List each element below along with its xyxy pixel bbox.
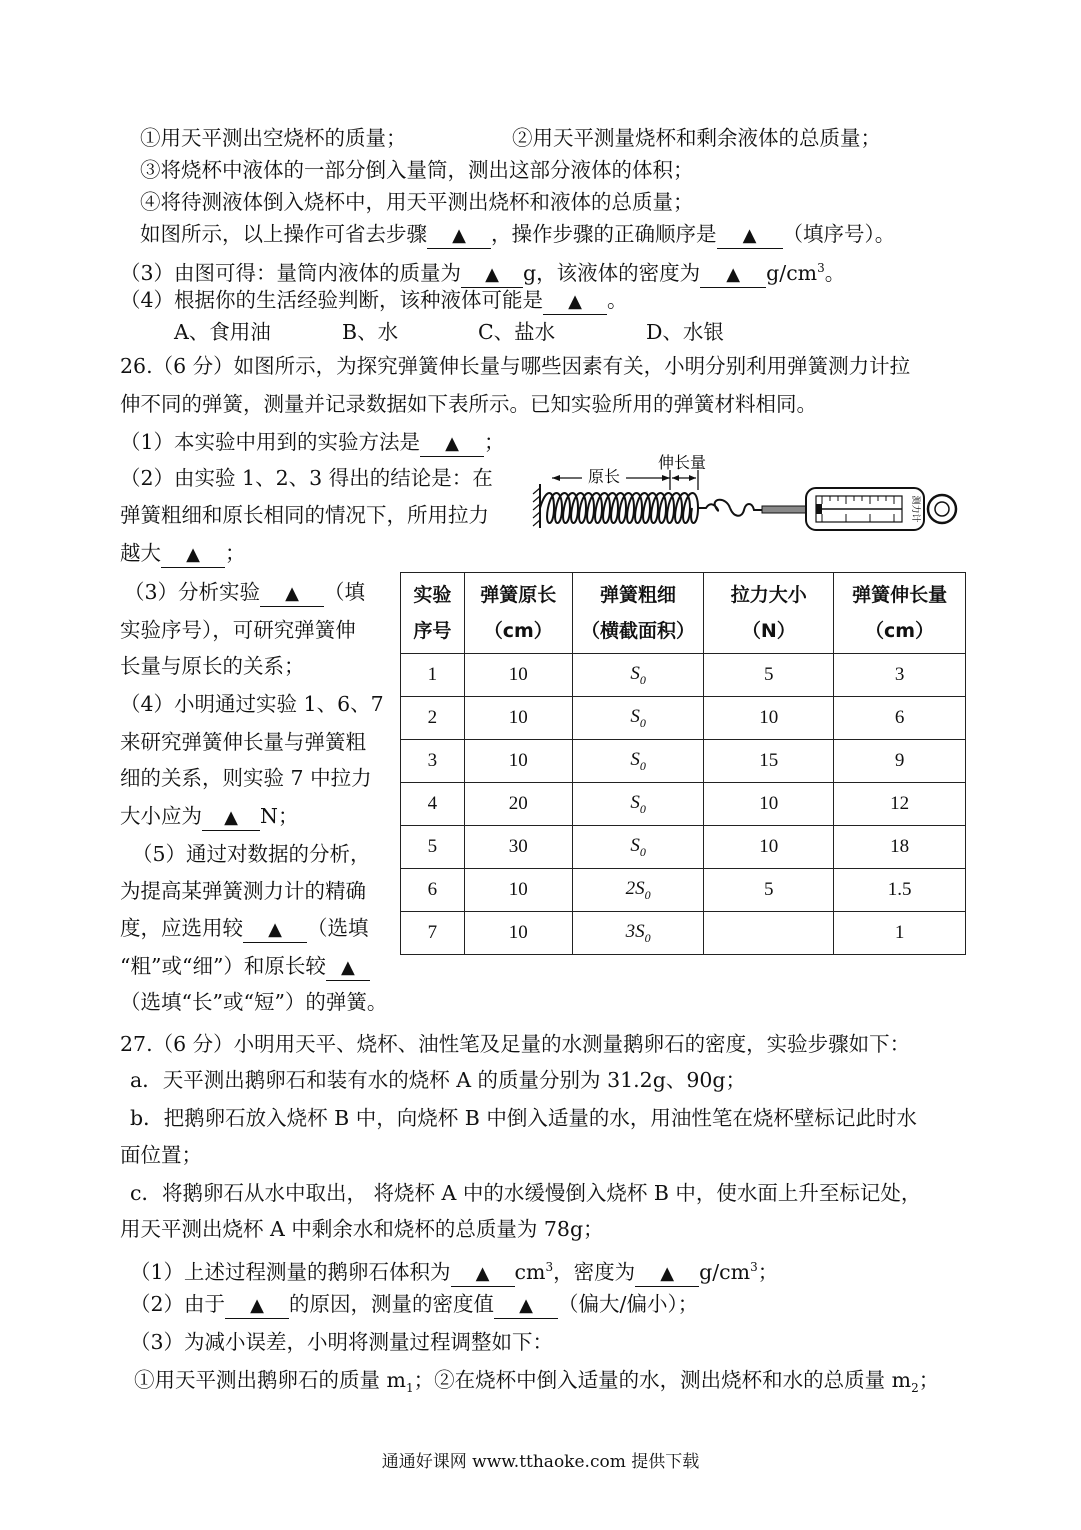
step-4: ④将待测液体倒入烧杯中，用天平测出烧杯和液体的总质量； [140, 190, 694, 214]
table-cell: 5 [704, 654, 834, 697]
q26-part2: 弹簧粗细和原长相同的情况下，所用拉力 [120, 503, 489, 527]
footer: 通通好课网 www.tthaoke.com 提供下载 [381, 1452, 700, 1472]
answer-blank[interactable]: ▲ [543, 290, 607, 315]
spring-scale-figure [530, 448, 970, 548]
q26-part1: （1）本实验中用到的实验方法是 ▲ ； [120, 428, 505, 457]
table-row [401, 740, 966, 783]
answer-blank[interactable]: ▲ [451, 1262, 515, 1287]
table-header-cell: 实验 序号 [401, 573, 465, 654]
table-cell: 20 [464, 783, 572, 826]
answer-blank[interactable]: ▲ [326, 956, 370, 981]
q27-part3-step: ①用天平测出鹅卵石的质量 $m_1$；②在烧杯中倒入适量的水，测出烧杯和水的总质量 $m_2$； [134, 1368, 940, 1396]
table-cell: 10 [464, 912, 572, 955]
table-cell: 9 [834, 740, 966, 783]
q27-part3: （3）为减小误差，小明将测量过程调整如下： [130, 1330, 554, 1354]
table-cell: 4 [401, 783, 465, 826]
answer-blank[interactable]: ▲ [494, 1294, 558, 1319]
answer-blank[interactable]: ▲ [717, 224, 783, 249]
original-length-label: 原长 [587, 467, 621, 486]
answer-blank[interactable]: ▲ [420, 432, 484, 457]
table-cell: 10 [704, 826, 834, 869]
option-c: C、盐水 [478, 320, 556, 344]
q27-part2: （2）由于 ▲ 的原因，测量的密度值 ▲ （偏大/偏小）； [130, 1290, 698, 1319]
answer-blank[interactable]: ▲ [635, 1262, 699, 1287]
q26-part2: （2）由实验 1、2、3 得出的结论是：在 [120, 466, 493, 490]
table-cell: $S_0$ [572, 826, 704, 869]
table-cell: 15 [704, 740, 834, 783]
option-b: B、水 [342, 320, 399, 344]
q26-part5: 为提高某弹簧测力计的精确 [120, 879, 366, 903]
table-cell: 10 [464, 654, 572, 697]
question-line: （4）根据你的生活经验判断，该种液体可能是 ▲ 。 [120, 286, 628, 315]
step-2: ②用天平测量烧杯和剩余液体的总质量； [512, 126, 881, 150]
table-cell: 1.5 [834, 869, 966, 912]
answer-blank[interactable]: ▲ [700, 263, 766, 288]
answer-blank[interactable]: ▲ [202, 806, 260, 831]
table-cell: 10 [464, 740, 572, 783]
q26-stem: 伸不同的弹簧，测量并记录数据如下表所示。已知实验所用的弹簧材料相同。 [120, 392, 817, 416]
q27-step-b: b．把鹅卵石放入烧杯 B 中，向烧杯 B 中倒入适量的水，用油性笔在烧杯壁标记此时水 [130, 1106, 917, 1130]
table-cell: 2 [401, 697, 465, 740]
q26-part3: （3）分析实验 ▲ （填 [124, 578, 365, 607]
answer-blank[interactable]: ▲ [243, 918, 307, 943]
q26-part4: 大小应为 ▲ N； [120, 802, 298, 831]
table-cell: 10 [704, 783, 834, 826]
table-cell: $S_0$ [572, 654, 704, 697]
table-cell: $3S_0$ [572, 912, 704, 955]
q26-part5: “粗”或“细”）和原长较 ▲ [120, 952, 370, 981]
q26-part4: 细的关系，则实验 7 中拉力 [120, 766, 372, 790]
q26-part5: 度，应选用较 ▲ （选填 [120, 914, 369, 943]
table-cell: $S_0$ [572, 783, 704, 826]
table-row [401, 912, 966, 955]
table-cell: 7 [401, 912, 465, 955]
q26-part5: （选填“长”或“短”）的弹簧。 [120, 990, 388, 1014]
table-cell: 10 [464, 697, 572, 740]
table-row [401, 697, 966, 740]
table-cell: 18 [834, 826, 966, 869]
q27-step-b: 面位置； [120, 1143, 202, 1167]
answer-blank[interactable]: ▲ [461, 263, 523, 288]
q26-stem: 26.（6 分）如图所示，为探究弹簧伸长量与哪些因素有关，小明分别利用弹簧测力计拉 [120, 354, 911, 378]
answer-blank[interactable]: ▲ [427, 224, 491, 249]
table-row [401, 654, 966, 697]
q26-part3: 长量与原长的关系； [120, 654, 305, 678]
table-cell: 3 [401, 740, 465, 783]
data-table [400, 572, 966, 955]
table-cell: 6 [834, 697, 966, 740]
table-cell: 5 [704, 869, 834, 912]
table-row [401, 826, 966, 869]
table-header-row [401, 573, 966, 654]
answer-blank[interactable]: ▲ [260, 582, 324, 607]
table-header-cell: 弹簧粗细 （横截面积） [572, 573, 704, 654]
step-3: ③将烧杯中液体的一部分倒入量筒，测出这部分液体的体积； [140, 158, 694, 182]
table-cell: $S_0$ [572, 740, 704, 783]
table-cell: 3 [834, 654, 966, 697]
answer-blank[interactable]: ▲ [225, 1294, 289, 1319]
table-header-cell: 弹簧伸长量 （cm） [834, 573, 966, 654]
q27-step-a: a．天平测出鹅卵石和装有水的烧杯 A 的质量分别为 31.2g、90g； [130, 1068, 747, 1092]
table-cell: 1 [834, 912, 966, 955]
table-cell: 6 [401, 869, 465, 912]
table-header-cell: 弹簧原长 （cm） [464, 573, 572, 654]
question-line: （3）由图可得：量筒内液体的质量为 ▲ g，该液体的密度为 ▲ $g/cm^3$。 [120, 254, 845, 288]
table-cell: 10 [704, 697, 834, 740]
table-header-cell: 拉力大小 （N） [704, 573, 834, 654]
q27-step-c: c．将鹅卵石从水中取出， 将烧杯 A 中的水缓慢倒入烧杯 B 中，使水面上升至标记处， [130, 1181, 922, 1205]
extension-label: 伸长量 [657, 453, 707, 472]
meter-label: 测力计 [910, 495, 920, 523]
table-cell [704, 912, 834, 955]
table-cell: 5 [401, 826, 465, 869]
table-cell: $2S_0$ [572, 869, 704, 912]
answer-blank[interactable]: ▲ [161, 543, 225, 568]
q26-part4: 来研究弹簧伸长量与弹簧粗 [120, 730, 366, 754]
q26-part2: 越大 ▲ ； [120, 539, 246, 568]
table-cell: 1 [401, 654, 465, 697]
table-row [401, 783, 966, 826]
q27-step-c: 用天平测出烧杯 A 中剩余水和烧杯的总质量为 78g； [120, 1217, 604, 1241]
question-line: 如图所示，以上操作可省去步骤 ▲ ，操作步骤的正确顺序是 ▲ （填序号）。 [140, 220, 895, 249]
table-row [401, 869, 966, 912]
table-cell: 30 [464, 826, 572, 869]
q27-stem: 27.（6 分）小明用天平、烧杯、油性笔及足量的水测量鹅卵石的密度，实验步骤如下： [120, 1032, 911, 1056]
q27-part1: （1）上述过程测量的鹅卵石体积为 ▲ $cm^3$，密度为 ▲ $g/cm^3$； [130, 1253, 778, 1287]
table-cell: 10 [464, 869, 572, 912]
q26-part3: 实验序号），可研究弹簧伸 [120, 618, 356, 642]
option-d: D、水银 [646, 320, 724, 344]
q26-part5: （5）通过对数据的分析， [132, 842, 371, 866]
table-cell: $S_0$ [572, 697, 704, 740]
table-cell: 12 [834, 783, 966, 826]
option-a: A、食用油 [174, 320, 271, 344]
q26-part4: （4）小明通过实验 1、6、7 [120, 692, 384, 716]
step-1: ①用天平测出空烧杯的质量； [140, 126, 407, 150]
